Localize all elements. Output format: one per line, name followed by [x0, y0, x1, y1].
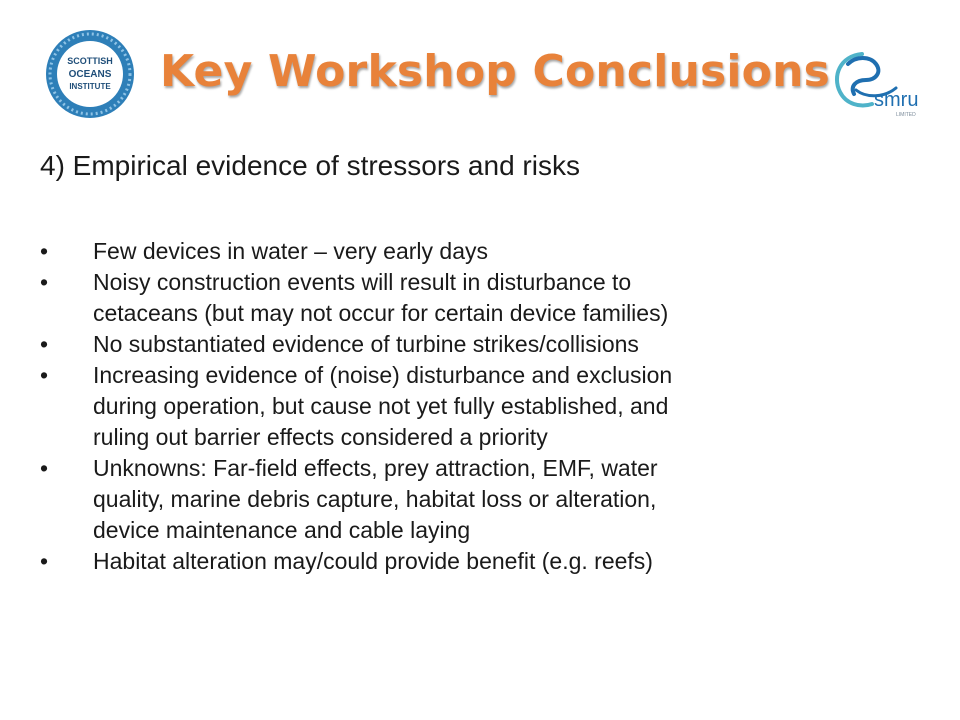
bullet-dot: •	[40, 455, 49, 481]
smru-logo	[826, 46, 936, 126]
bullet-text: Habitat alteration may/could provide benefit (e.g. reefs)	[93, 548, 653, 574]
list-item	[40, 453, 920, 546]
bullet-text: Unknowns: Far-field effects, prey attraction, EMF, water	[93, 455, 658, 481]
smru-name: smru	[874, 89, 919, 111]
bullet-text: cetaceans (but may not occur for certain device families)	[93, 300, 669, 326]
page-title: Key Workshop Conclusions	[160, 46, 831, 97]
list-item	[40, 360, 920, 453]
bullet-list	[40, 236, 920, 577]
list-item	[40, 236, 920, 267]
bullet-dot: •	[40, 269, 49, 295]
bullet-dot: •	[40, 548, 49, 574]
bullet-text: No substantiated evidence of turbine strikes/collisions	[93, 331, 639, 357]
seal-line-2: OCEANS	[68, 69, 112, 80]
seal-line-3: INSTITUTE	[69, 82, 111, 91]
bullet-dot: •	[40, 362, 49, 388]
smru-sub: LIMITED	[896, 112, 916, 118]
bullet-text: device maintenance and cable laying	[93, 517, 471, 543]
bullet-dot: •	[40, 331, 49, 357]
bullet-text: ruling out barrier effects considered a priority	[93, 424, 548, 450]
section-heading: 4) Empirical evidence of stressors and risks	[40, 150, 580, 181]
bullet-dot: •	[40, 238, 49, 264]
bullet-text: during operation, but cause not yet fully established, and	[93, 393, 669, 419]
bullet-text: Increasing evidence of (noise) disturbance and exclusion	[93, 362, 673, 388]
smru-seal-icon	[826, 46, 936, 126]
bullet-text: quality, marine debris capture, habitat loss or alteration,	[93, 486, 657, 512]
bullet-text: Noisy construction events will result in disturbance to	[93, 269, 632, 295]
list-item	[40, 267, 920, 329]
list-item	[40, 546, 920, 577]
scottish-oceans-institute-seal-icon	[44, 28, 136, 120]
bullet-text: Few devices in water – very early days	[93, 238, 488, 264]
list-item	[40, 329, 920, 360]
seal-line-1: SCOTTISH	[67, 56, 113, 66]
